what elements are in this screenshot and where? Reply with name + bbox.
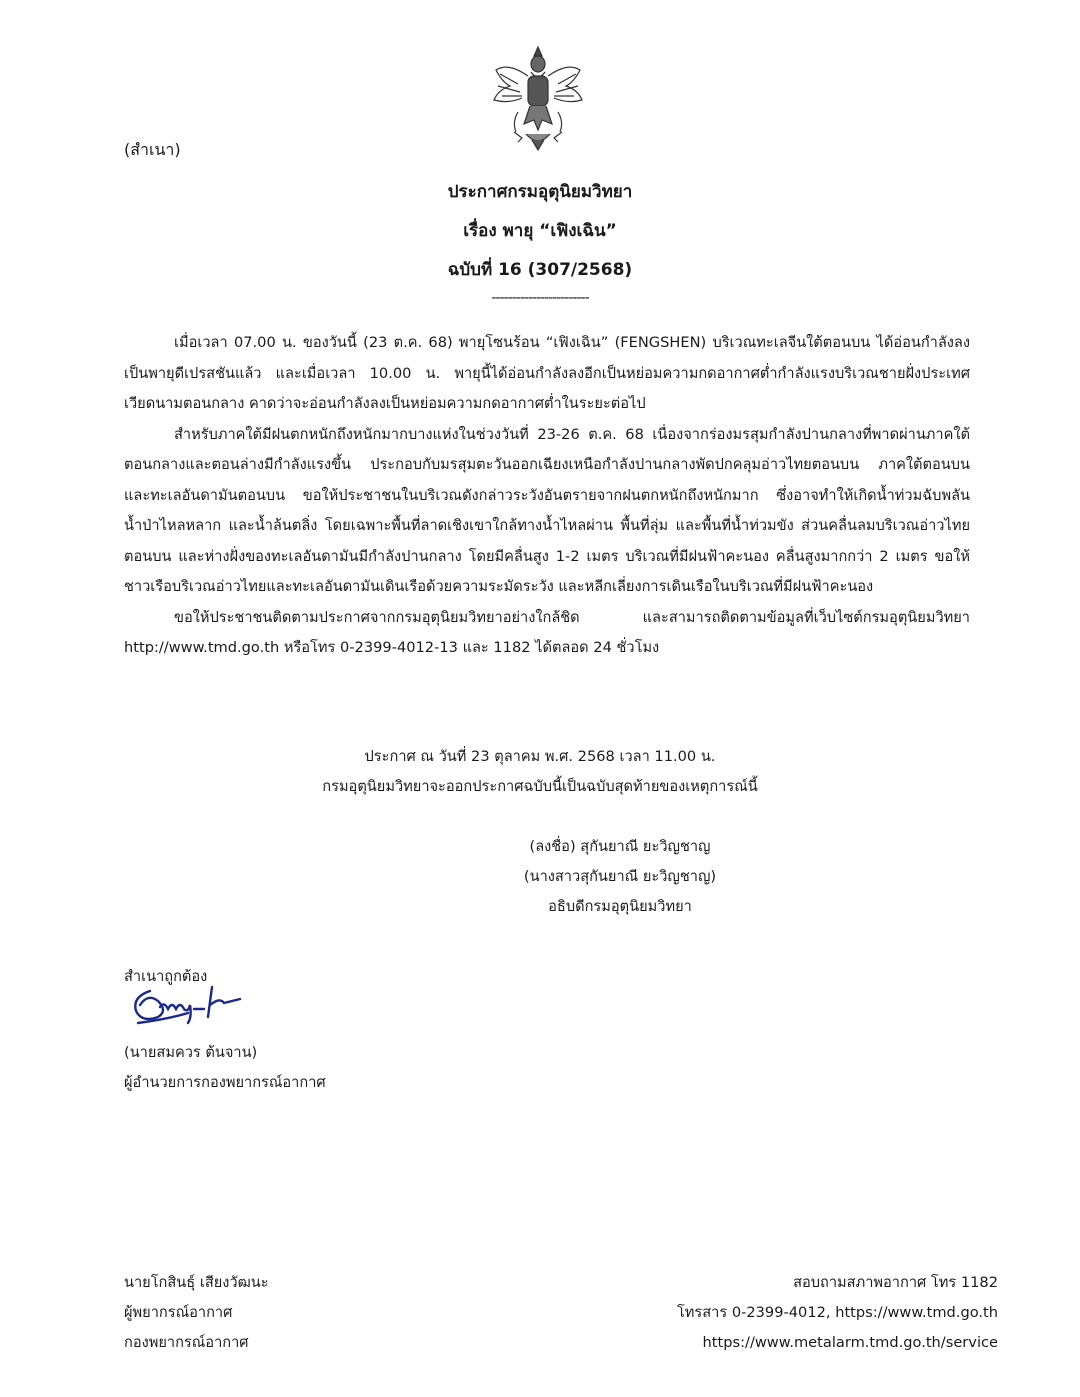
announcement-subject: เรื่อง พายุ “เฟิงเฉิน” [463, 221, 617, 241]
copy-label: (สำเนา) [124, 140, 181, 159]
signed-line: (ลงชื่อ) สุกันยาณี ยะวิญชาญ [529, 838, 711, 855]
announcement-body [124, 328, 970, 664]
footer-right-line: โทรสาร 0-2399-4012, https://www.tmd.go.th [676, 1304, 998, 1321]
body-paragraph: ขอให้ประชาชนติดตามประกาศจากกรมอุตุนิยมวิทยาอย่างใกล้ชิด และสามารถติดตามข้อมูลที่เว็บไซต์กรมอุตุนิยมวิทยา http://www.tmd.go.th หรือโทร 0-2399-4012-13 และ 1182 ได้ตลอด 24 ชั่วโมง [124, 608, 970, 656]
handwritten-signature-icon [128, 983, 243, 1027]
announcement-title: ประกาศกรมอุตุนิยมวิทยา [447, 182, 633, 202]
footer-right-line: สอบถามสภาพอากาศ โทร 1182 [793, 1274, 998, 1291]
signer-title: อธิบดีกรมอุตุนิยมวิทยา [548, 898, 692, 915]
body-paragraph: สำหรับภาคใต้มีฝนตกหนักถึงหนักมากบางแห่งในช่วงวันที่ 23-26 ต.ค. 68 เนื่องจากร่องมรสุมกำลังปานกลางที่พาดผ่านภาคใต้ตอนกลางและตอนล่างมีกำลังแรงขึ้น ประกอบกับมรสุมตะวันออกเฉียงเหนือกำลังปานกลางพัดปกคลุมอ่าวไทยตอนบน ภาคใต้ตอนบน และทะเลอันดามันตอนบน ขอให้ประชาชนในบริเวณดังกล่าวระวังอันตรายจากฝนตกหนักถึงหนักมาก ซึ่งอาจทำให้เกิดน้ำท่วมฉับพลัน น้ำป่าไหลหลาก และน้ำล้นตลิ่ง โดยเฉพาะพื้นที่ลาดเชิงเขาใกล้ทางน้ำไหลผ่าน พื้นที่ลุ่ม และพื้นที่น้ำท่วมขัง ส่วนคลื่นลมบริเวณอ่าวไทยตอนบน และห่างฝั่งของทะเลอันดามันมีกำลังปานกลาง โดยมีคลื่นสูง 1-2 เมตร บริเวณที่มีฝนฟ้าคะนอง คลื่นสูงมากกว่า 2 เมตร ขอให้ชาวเรือบริเวณอ่าวไทยและทะเลอันดามันเดินเรือด้วยความระมัดระวัง และหลีกเลี่ยงการเดินเรือในบริเวณที่มีฝนฟ้าคะนอง [124, 425, 970, 595]
header-separator: ------------------------ [491, 290, 589, 306]
certifier-title: ผู้อำนวยการกองพยากรณ์อากาศ [124, 1074, 326, 1091]
footer-left-line: กองพยากรณ์อากาศ [124, 1334, 249, 1351]
announce-date: ประกาศ ณ วันที่ 23 ตุลาคม พ.ศ. 2568 เวลา 11.00 น. [364, 748, 716, 765]
garuda-emblem-icon [488, 42, 588, 152]
announcement-issue: ฉบับที่ 16 (307/2568) [447, 260, 633, 280]
footer-right-line: https://www.metalarm.tmd.go.th/service [702, 1334, 998, 1351]
certifier-name: (นายสมควร ต้นจาน) [124, 1044, 258, 1061]
footer-left-line: นายโกสินธุ์ เสียงวัฒนะ [124, 1274, 269, 1291]
body-paragraph: เมื่อเวลา 07.00 น. ของวันนี้ (23 ต.ค. 68) พายุโซนร้อน “เฟิงเฉิน” (FENGSHEN) บริเวณทะเลจีนใต้ตอนบน ได้อ่อนกำลังลงเป็นพายุดีเปรสชันแล้ว และเมื่อเวลา 10.00 น. พายุนี้ได้อ่อนกำลังลงอีกเป็นหย่อมความกดอากาศต่ำกำลังแรงบริเวณชายฝั่งประเทศเวียดนามตอนกลาง คาดว่าจะอ่อนกำลังลงเป็นหย่อมความกดอากาศต่ำในระยะต่อไป [124, 334, 970, 412]
footer-left-line: ผู้พยากรณ์อากาศ [124, 1304, 233, 1321]
signer-name: (นางสาวสุกันยาณี ยะวิญชาญ) [523, 868, 717, 885]
final-notice: กรมอุตุนิยมวิทยาจะออกประกาศฉบับนี้เป็นฉบับสุดท้ายของเหตุการณ์นี้ [322, 778, 758, 795]
certified-label: สำเนาถูกต้อง [124, 968, 208, 985]
